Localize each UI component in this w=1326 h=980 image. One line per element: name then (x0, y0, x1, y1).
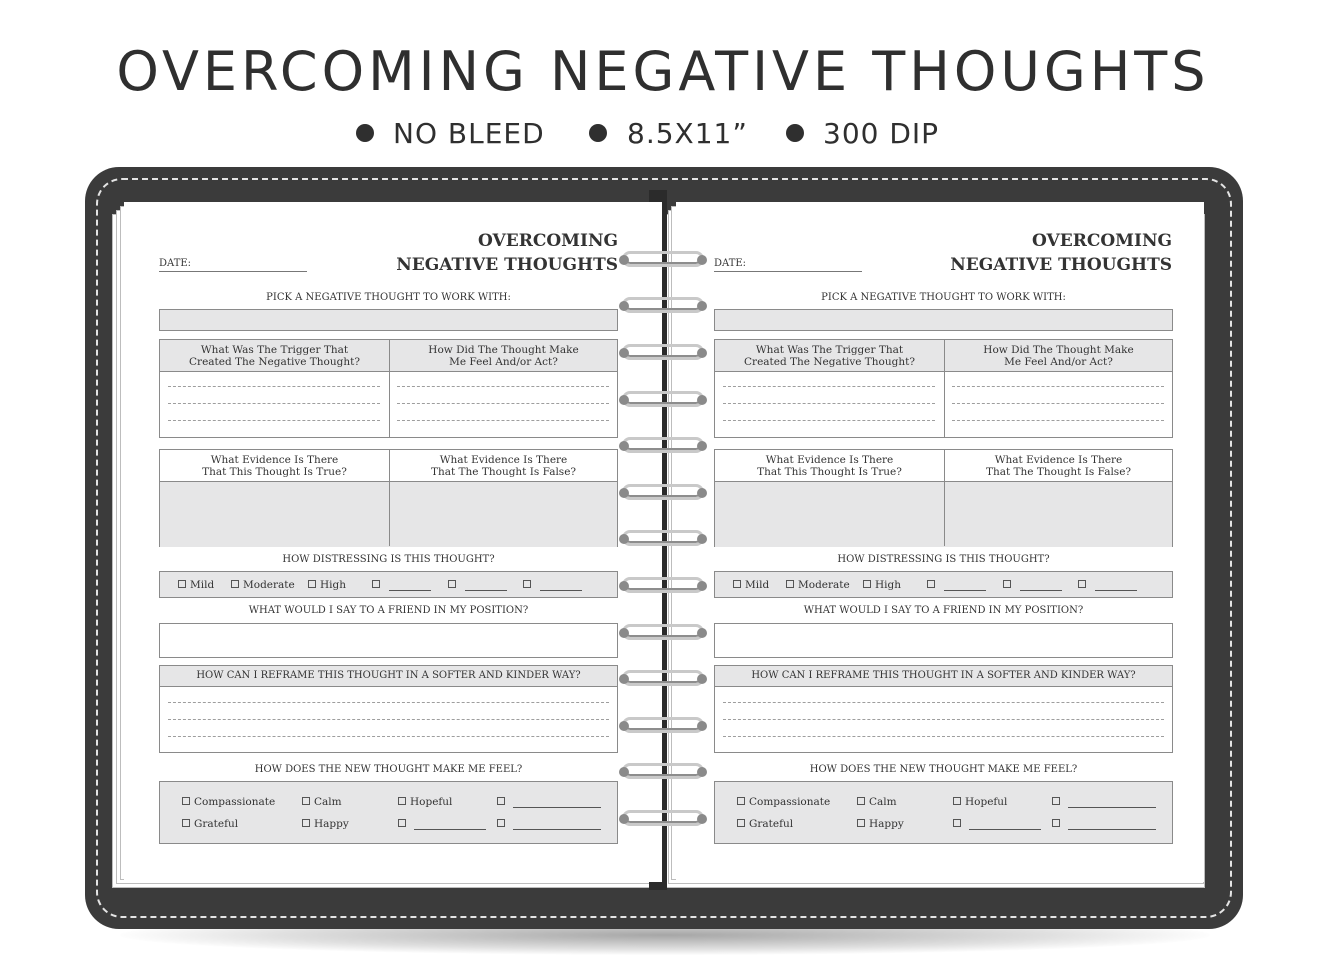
pick-thought-label: PICK A NEGATIVE THOUGHT TO WORK WITH: (821, 292, 1066, 303)
option-grateful[interactable]: Grateful (737, 818, 793, 830)
reframe-label: HOW CAN I REFRAME THIS THOUGHT IN A SOFTER AND KINDER WAY? (751, 670, 1136, 681)
friend-field[interactable] (714, 623, 1173, 658)
option-high[interactable]: High (863, 579, 901, 591)
spiral-ring (622, 484, 704, 500)
option-blank[interactable] (927, 579, 986, 591)
evidence-table (159, 449, 618, 547)
page-title-line2: NEGATIVE THOUGHTS (396, 255, 618, 275)
negative-thought-field[interactable] (714, 309, 1173, 331)
option-compassionate[interactable]: Compassionate (182, 796, 275, 808)
spiral-ring (622, 763, 704, 779)
spiral-ring (622, 530, 704, 546)
option-grateful[interactable]: Grateful (182, 818, 238, 830)
option-high[interactable]: High (308, 579, 346, 591)
option-mild[interactable]: Mild (178, 579, 214, 591)
new-feel-label: HOW DOES THE NEW THOUGHT MAKE ME FEEL? (809, 764, 1078, 775)
feel-options (159, 781, 618, 844)
friend-label: WHAT WOULD I SAY TO A FRIEND IN MY POSITION? (248, 605, 529, 616)
right-page (676, 202, 1204, 882)
evidence-table (714, 449, 1173, 547)
spec-bleed: NO BLEED (393, 117, 545, 150)
spiral-ring (622, 577, 704, 593)
evidence-false-header: What Evidence Is There That The Thought Is False? (985, 454, 1132, 478)
new-feel-label: HOW DOES THE NEW THOUGHT MAKE ME FEEL? (254, 764, 523, 775)
trigger-feel-table (159, 339, 618, 438)
reframe-label: HOW CAN I REFRAME THIS THOUGHT IN A SOFTER AND KINDER WAY? (196, 670, 581, 681)
date-field[interactable] (714, 271, 862, 272)
spec-list (0, 114, 1326, 154)
evidence-true-header: What Evidence Is There That This Thought Is True? (202, 454, 347, 478)
option-blank[interactable] (398, 818, 486, 830)
feel-header: How Did The Thought Make Me Feel And/or Act? (428, 344, 579, 368)
option-moderate[interactable]: Moderate (786, 579, 850, 591)
friend-field[interactable] (159, 623, 618, 658)
option-hopeful[interactable]: Hopeful (398, 796, 452, 808)
feel-header: How Did The Thought Make Me Feel And/or Act? (983, 344, 1134, 368)
negative-thought-field[interactable] (159, 309, 618, 331)
option-calm[interactable]: Calm (857, 796, 897, 808)
option-compassionate[interactable]: Compassionate (737, 796, 830, 808)
distress-options (159, 571, 618, 598)
page-title-line2: NEGATIVE THOUGHTS (950, 255, 1172, 275)
spec-size: 8.5X11” (627, 117, 748, 150)
option-blank[interactable] (448, 579, 507, 591)
spiral-ring (622, 251, 704, 267)
option-blank[interactable] (523, 579, 582, 591)
option-blank[interactable] (372, 579, 431, 591)
reframe-box (159, 665, 618, 753)
option-blank[interactable] (1052, 818, 1156, 830)
option-blank[interactable] (1078, 579, 1137, 591)
evidence-true-header: What Evidence Is There That This Thought Is True? (757, 454, 902, 478)
bullet-icon (589, 124, 607, 142)
option-hopeful[interactable]: Hopeful (953, 796, 1007, 808)
option-moderate[interactable]: Moderate (231, 579, 295, 591)
evidence-false-header: What Evidence Is There That The Thought Is False? (430, 454, 577, 478)
bullet-icon (356, 124, 374, 142)
page-title-line1: OVERCOMING (1032, 231, 1172, 251)
option-blank[interactable] (497, 818, 601, 830)
spiral-ring (622, 297, 704, 313)
spiral-ring (622, 391, 704, 407)
friend-label: WHAT WOULD I SAY TO A FRIEND IN MY POSITION? (803, 605, 1084, 616)
option-mild[interactable]: Mild (733, 579, 769, 591)
date-label: DATE: (159, 258, 192, 269)
spec-dpi: 300 DIP (823, 117, 940, 150)
option-calm[interactable]: Calm (302, 796, 342, 808)
option-blank[interactable] (953, 818, 1041, 830)
main-title: OVERCOMING NEGATIVE THOUGHTS (116, 40, 1210, 103)
option-happy[interactable]: Happy (302, 818, 349, 830)
spiral-ring (622, 810, 704, 826)
trigger-header: What Was The Trigger That Created The Negative Thought? (189, 344, 360, 368)
option-blank[interactable] (1052, 796, 1156, 808)
option-blank[interactable] (1003, 579, 1062, 591)
date-label: DATE: (714, 258, 747, 269)
left-page (124, 202, 662, 882)
reframe-box (714, 665, 1173, 753)
feel-options (714, 781, 1173, 844)
distress-label: HOW DISTRESSING IS THIS THOUGHT? (837, 554, 1050, 565)
pick-thought-label: PICK A NEGATIVE THOUGHT TO WORK WITH: (266, 292, 511, 303)
spiral-ring (622, 717, 704, 733)
bullet-icon (786, 124, 804, 142)
trigger-header: What Was The Trigger That Created The Negative Thought? (744, 344, 915, 368)
spiral-ring (622, 344, 704, 360)
distress-options (714, 571, 1173, 598)
option-blank[interactable] (497, 796, 601, 808)
page-title-line1: OVERCOMING (478, 231, 618, 251)
trigger-feel-table (714, 339, 1173, 438)
spiral-ring (622, 437, 704, 453)
spiral-ring (622, 670, 704, 686)
date-field[interactable] (159, 271, 307, 272)
distress-label: HOW DISTRESSING IS THIS THOUGHT? (282, 554, 495, 565)
option-happy[interactable]: Happy (857, 818, 904, 830)
spiral-ring (622, 624, 704, 640)
